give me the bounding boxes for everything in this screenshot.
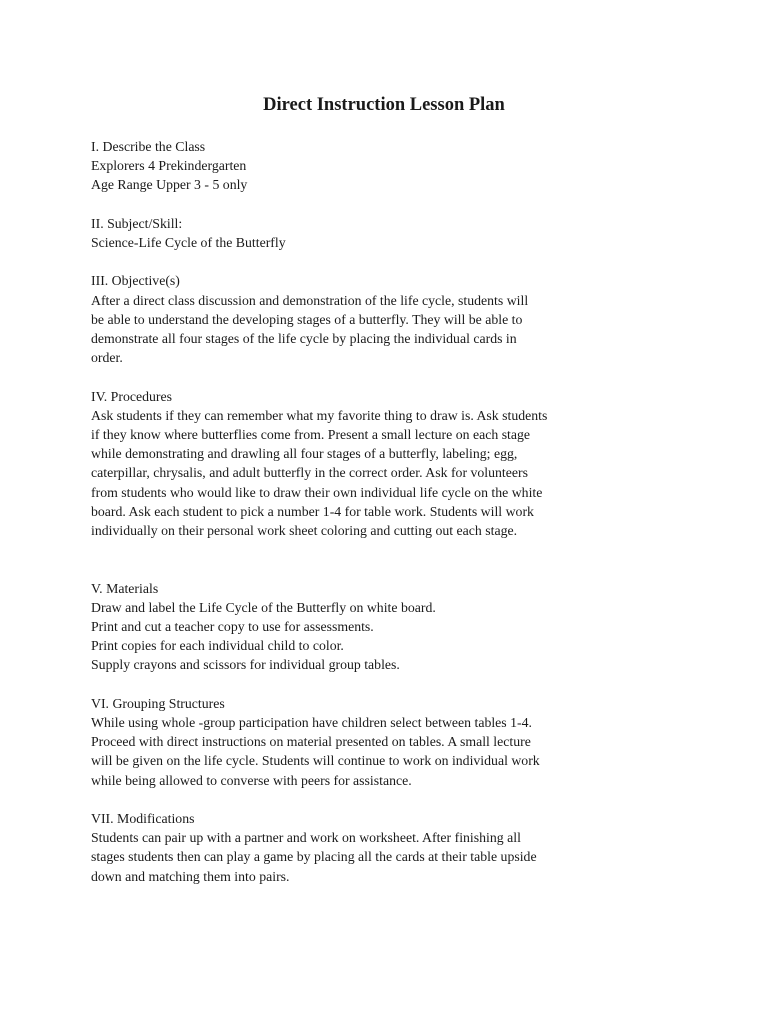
text-line: Draw and label the Life Cycle of the Butterfly on white board. — [91, 599, 436, 615]
section-heading: III. Objective(s) — [91, 273, 180, 289]
text-line: while being allowed to converse with peers for assistance. — [91, 772, 412, 788]
section-heading: VII. Modifications — [91, 811, 195, 827]
text-line: will be given on the life cycle. Students will continue to work on individual work — [91, 753, 540, 769]
section-modifications — [91, 809, 591, 886]
text-line: board. Ask each student to pick a number 1-4 for table work. Students will work — [91, 503, 534, 519]
text-line: Science-Life Cycle of the Butterfly — [91, 235, 286, 250]
text-line: if they know where butterflies come from. Present a small lecture on each stage — [91, 427, 531, 442]
section-subject-skill — [91, 214, 591, 252]
section-heading: V. Materials — [91, 580, 159, 596]
text-line: demonstrate all four stages of the life cycle by placing the individual cards in — [91, 331, 517, 346]
section-heading: II. Subject/Skill: — [91, 215, 183, 231]
text-line: Explorers 4 Prekindergarten — [91, 158, 247, 174]
text-line: Print copies for each individual child to color. — [91, 638, 344, 654]
text-line: from students who would like to draw their own individual life cycle on the white — [91, 484, 543, 500]
text-line: Students can pair up with a partner and work on worksheet. After finishing all — [91, 830, 521, 846]
text-line: While using whole -group participation have children select between tables 1-4. — [91, 715, 532, 731]
section-materials — [91, 579, 591, 675]
text-line: Print and cut a teacher copy to use for assessments. — [91, 619, 374, 635]
text-line: Supply crayons and scissors for individual group tables. — [91, 657, 400, 673]
section-heading: I. Describe the Class — [91, 139, 206, 154]
section-heading: VI. Grouping Structures — [91, 695, 225, 711]
text-line: while demonstrating and drawling all four stages of a butterfly, labeling; egg, — [91, 446, 518, 462]
text-line: order. — [91, 350, 123, 366]
section-procedures — [91, 387, 591, 541]
text-line: Ask students if they can remember what my favorite thing to draw is. Ask students — [91, 407, 548, 423]
text-line: Age Range Upper 3 - 5 only — [91, 177, 248, 193]
text-line: Proceed with direct instructions on material presented on tables. A small lecture — [91, 734, 531, 750]
text-line: After a direct class discussion and demonstration of the life cycle, students will — [91, 292, 529, 308]
document-title: Direct Instruction Lesson Plan — [263, 95, 505, 115]
document-body — [91, 137, 591, 886]
section-grouping-structures — [91, 694, 591, 790]
section-objectives — [91, 271, 591, 367]
text-line: individually on their personal work sheet coloring and cutting out each stage. — [91, 523, 518, 539]
text-line: caterpillar, chrysalis, and adult butterfly in the correct order. Ask for volunteers — [91, 465, 528, 481]
text-line: down and matching them into pairs. — [91, 868, 290, 884]
text-line: stages students then can play a game by placing all the cards at their table upside — [91, 849, 537, 865]
section-describe-class — [91, 137, 591, 195]
section-heading: IV. Procedures — [91, 388, 172, 404]
text-line: be able to understand the developing stages of a butterfly. They will be able to — [91, 311, 523, 327]
